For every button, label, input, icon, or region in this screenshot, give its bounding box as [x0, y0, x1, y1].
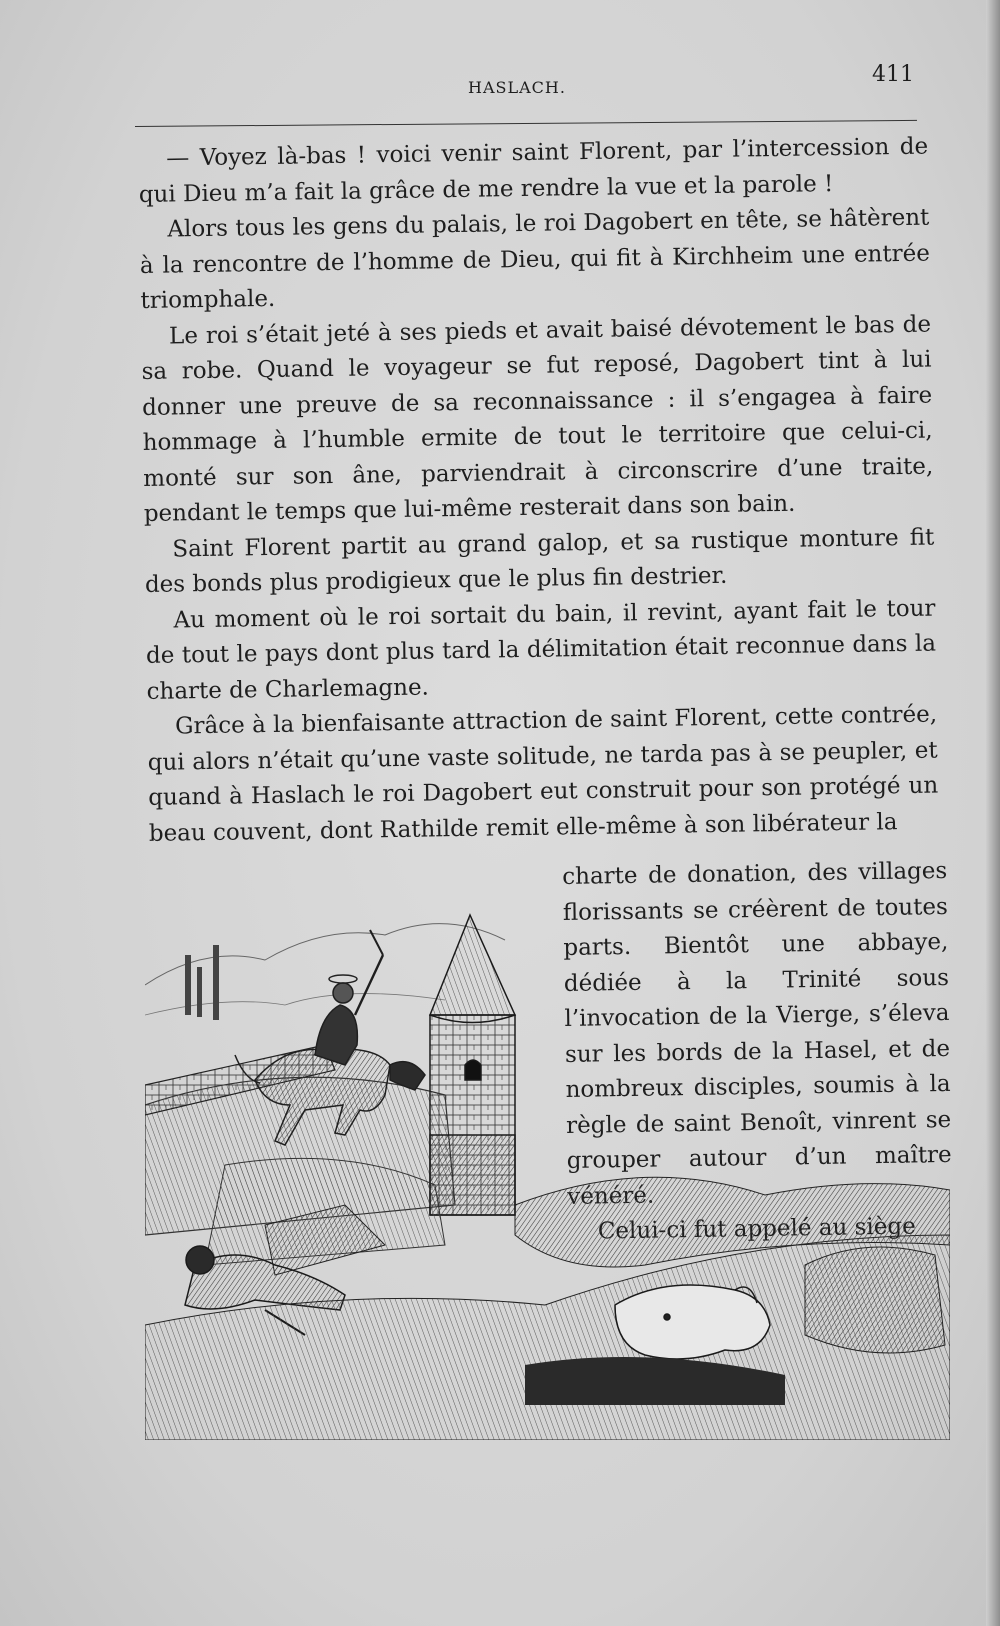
paragraph: Le roi s’était jeté à ses pieds et avait baisé dévotement le bas de sa robe. Quand le voyageur se fut reposé, Dagobert tint à lui donner une preuve de sa reconnaissance : il s’engagea à faire hommage à l’humble ermite de tout le territoire que celui-ci, monté sur son âne, parviendrait à circonscrire d’une traite, pendant le temps que lui-même resterait dans son bain.: [141, 311, 934, 527]
running-title: HASLACH.: [468, 78, 566, 97]
page-number: 411: [872, 62, 914, 87]
header-rule: [135, 120, 917, 127]
paragraph: Alors tous les gens du palais, le roi Dagobert en tête, se hâtèrent à la rencontre de l’homme de Dieu, qui fit à Kirchheim une entrée triomphale.: [139, 204, 931, 314]
paragraph: Grâce à la bienfaisante attraction de saint Florent, cette contrée, qui alors n’était qu’une vaste solitude, ne tarda pas à se peupler, et quand à Haslach le roi Dagobert eut construit pour son protégé un beau couvent, dont Rathilde remit elle-même à son libérateur la: [147, 701, 939, 847]
engraving-saint-florent-riding-donkey-icon: [145, 905, 950, 1440]
paragraph: Au moment où le roi sortait du bain, il revint, ayant fait le tour de tout le pays dont plus tard la délimitation était reconnue dans la charte de Charlemagne.: [145, 595, 937, 705]
page-edge-shadow: [986, 0, 1000, 1626]
animal-in-brush: [615, 1285, 770, 1359]
paragraph: Saint Florent partit au grand galop, et sa rustique monture fit des bonds plus prodigieux que le plus fin destrier.: [144, 524, 935, 598]
wrapped-paragraph: charte de donation, des villages florissants se créèrent de toutes parts. Bientôt une abbaye, dédiée à la Trinité sous l’invocation de la Vierge, s’éleva sur les bords de la Hasel, et de nombreux disciples, soumis à la règle de saint Benoît, vinrent se grouper autour d’un maître: [562, 857, 952, 1174]
round-tower: [430, 915, 515, 1215]
body-text: [138, 130, 939, 852]
paragraph: — Voyez là-bas ! voici venir saint Florent, par l’intercession de qui Dieu m’a fait la grâce de me rendre la vue et la parole !: [138, 133, 929, 208]
